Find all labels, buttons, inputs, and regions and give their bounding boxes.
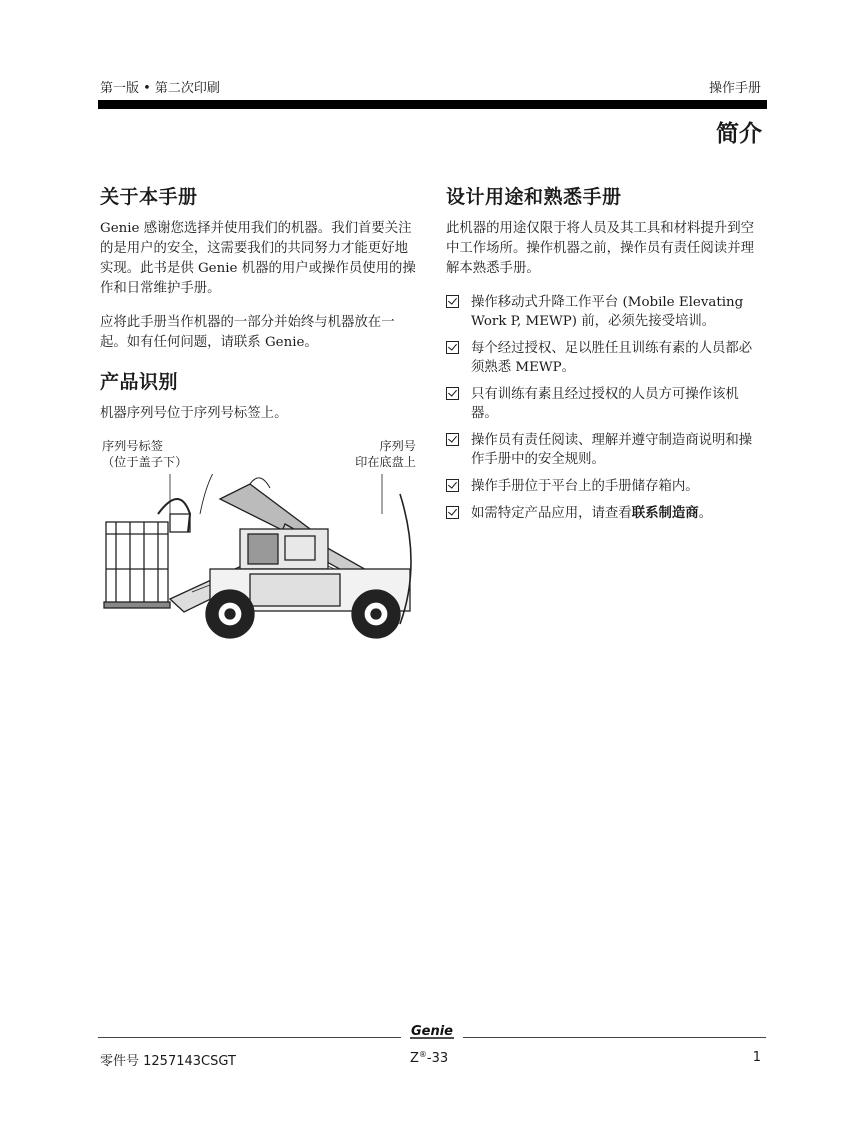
list-item: 只有训练有素且经过授权的人员方可操作该机器。 bbox=[446, 385, 764, 423]
header-rule bbox=[98, 100, 767, 109]
checkbox-icon bbox=[446, 387, 459, 400]
intended-use-intro: 此机器的用途仅限于将人员及其工具和材料提升到空中工作场所。操作机器之前，操作员有责任阅读并理解本熟悉手册。 bbox=[446, 221, 754, 276]
left-column bbox=[100, 182, 418, 652]
header-manual-type: 操作手册 bbox=[708, 81, 761, 96]
section-title: 简介 bbox=[716, 121, 762, 147]
about-paragraph-2: 应将此手册当作机器的一部分并始终与机器放在一起。如有任何问题，请联系 Genie。 bbox=[100, 315, 395, 350]
genie-logo bbox=[406, 1022, 458, 1040]
checkbox-icon bbox=[446, 506, 459, 519]
product-id-text: 机器序列号位于序列号标签上。 bbox=[100, 406, 288, 421]
footer-model: Z®-33 bbox=[410, 1050, 449, 1066]
checkbox-icon bbox=[446, 433, 459, 446]
footer-rule-right bbox=[463, 1037, 766, 1038]
list-item: 操作移动式升降工作平台 (Mobile Elevating Work P, MEWP) 前，必须先接受培训。 bbox=[446, 293, 764, 331]
product-id-heading: 产品识别 bbox=[100, 371, 179, 393]
label-serial-plate: 序列号标签 （位于盖子下） bbox=[102, 439, 188, 469]
right-column bbox=[446, 182, 764, 531]
footer-part-number: 零件号 1257143CSGT bbox=[100, 1054, 236, 1069]
list-item: 操作手册位于平台上的手册储存箱内。 bbox=[446, 477, 764, 496]
list-item: 操作员有责任阅读、理解并遵守制造商说明和操作手册中的安全规则。 bbox=[446, 431, 764, 469]
list-item: 每个经过授权、足以胜任且训练有素的人员都必须熟悉 MEWP。 bbox=[446, 339, 764, 377]
list-item: 如需特定产品应用，请查看联系制造商。 bbox=[446, 504, 764, 523]
about-heading: 关于本手册 bbox=[100, 186, 198, 208]
checkbox-icon bbox=[446, 341, 459, 354]
about-paragraph-1: Genie 感谢您选择并使用我们的机器。我们首要关注的是用户的安全，这需要我们的共同努力才能更好地实现。此书是供 Genie 机器的用户或操作员使用的操作和日常维护手册。 bbox=[100, 221, 416, 296]
header-edition: 第一版 • 第二次印刷 bbox=[100, 81, 220, 96]
illustration-labels bbox=[100, 438, 418, 472]
contact-manufacturer-text: 联系制造商 bbox=[631, 506, 699, 521]
boom-lift-illustration bbox=[100, 474, 420, 652]
checklist bbox=[446, 293, 764, 523]
footer-rule-left bbox=[98, 1037, 401, 1038]
svg-text:Genie: Genie bbox=[410, 1024, 454, 1039]
label-serial-chassis: 序列号 印在底盘上 bbox=[355, 439, 416, 469]
intended-use-heading: 设计用途和熟悉手册 bbox=[446, 186, 622, 208]
checkbox-icon bbox=[446, 479, 459, 492]
checkbox-icon bbox=[446, 295, 459, 308]
footer-page-number: 1 bbox=[752, 1050, 761, 1065]
